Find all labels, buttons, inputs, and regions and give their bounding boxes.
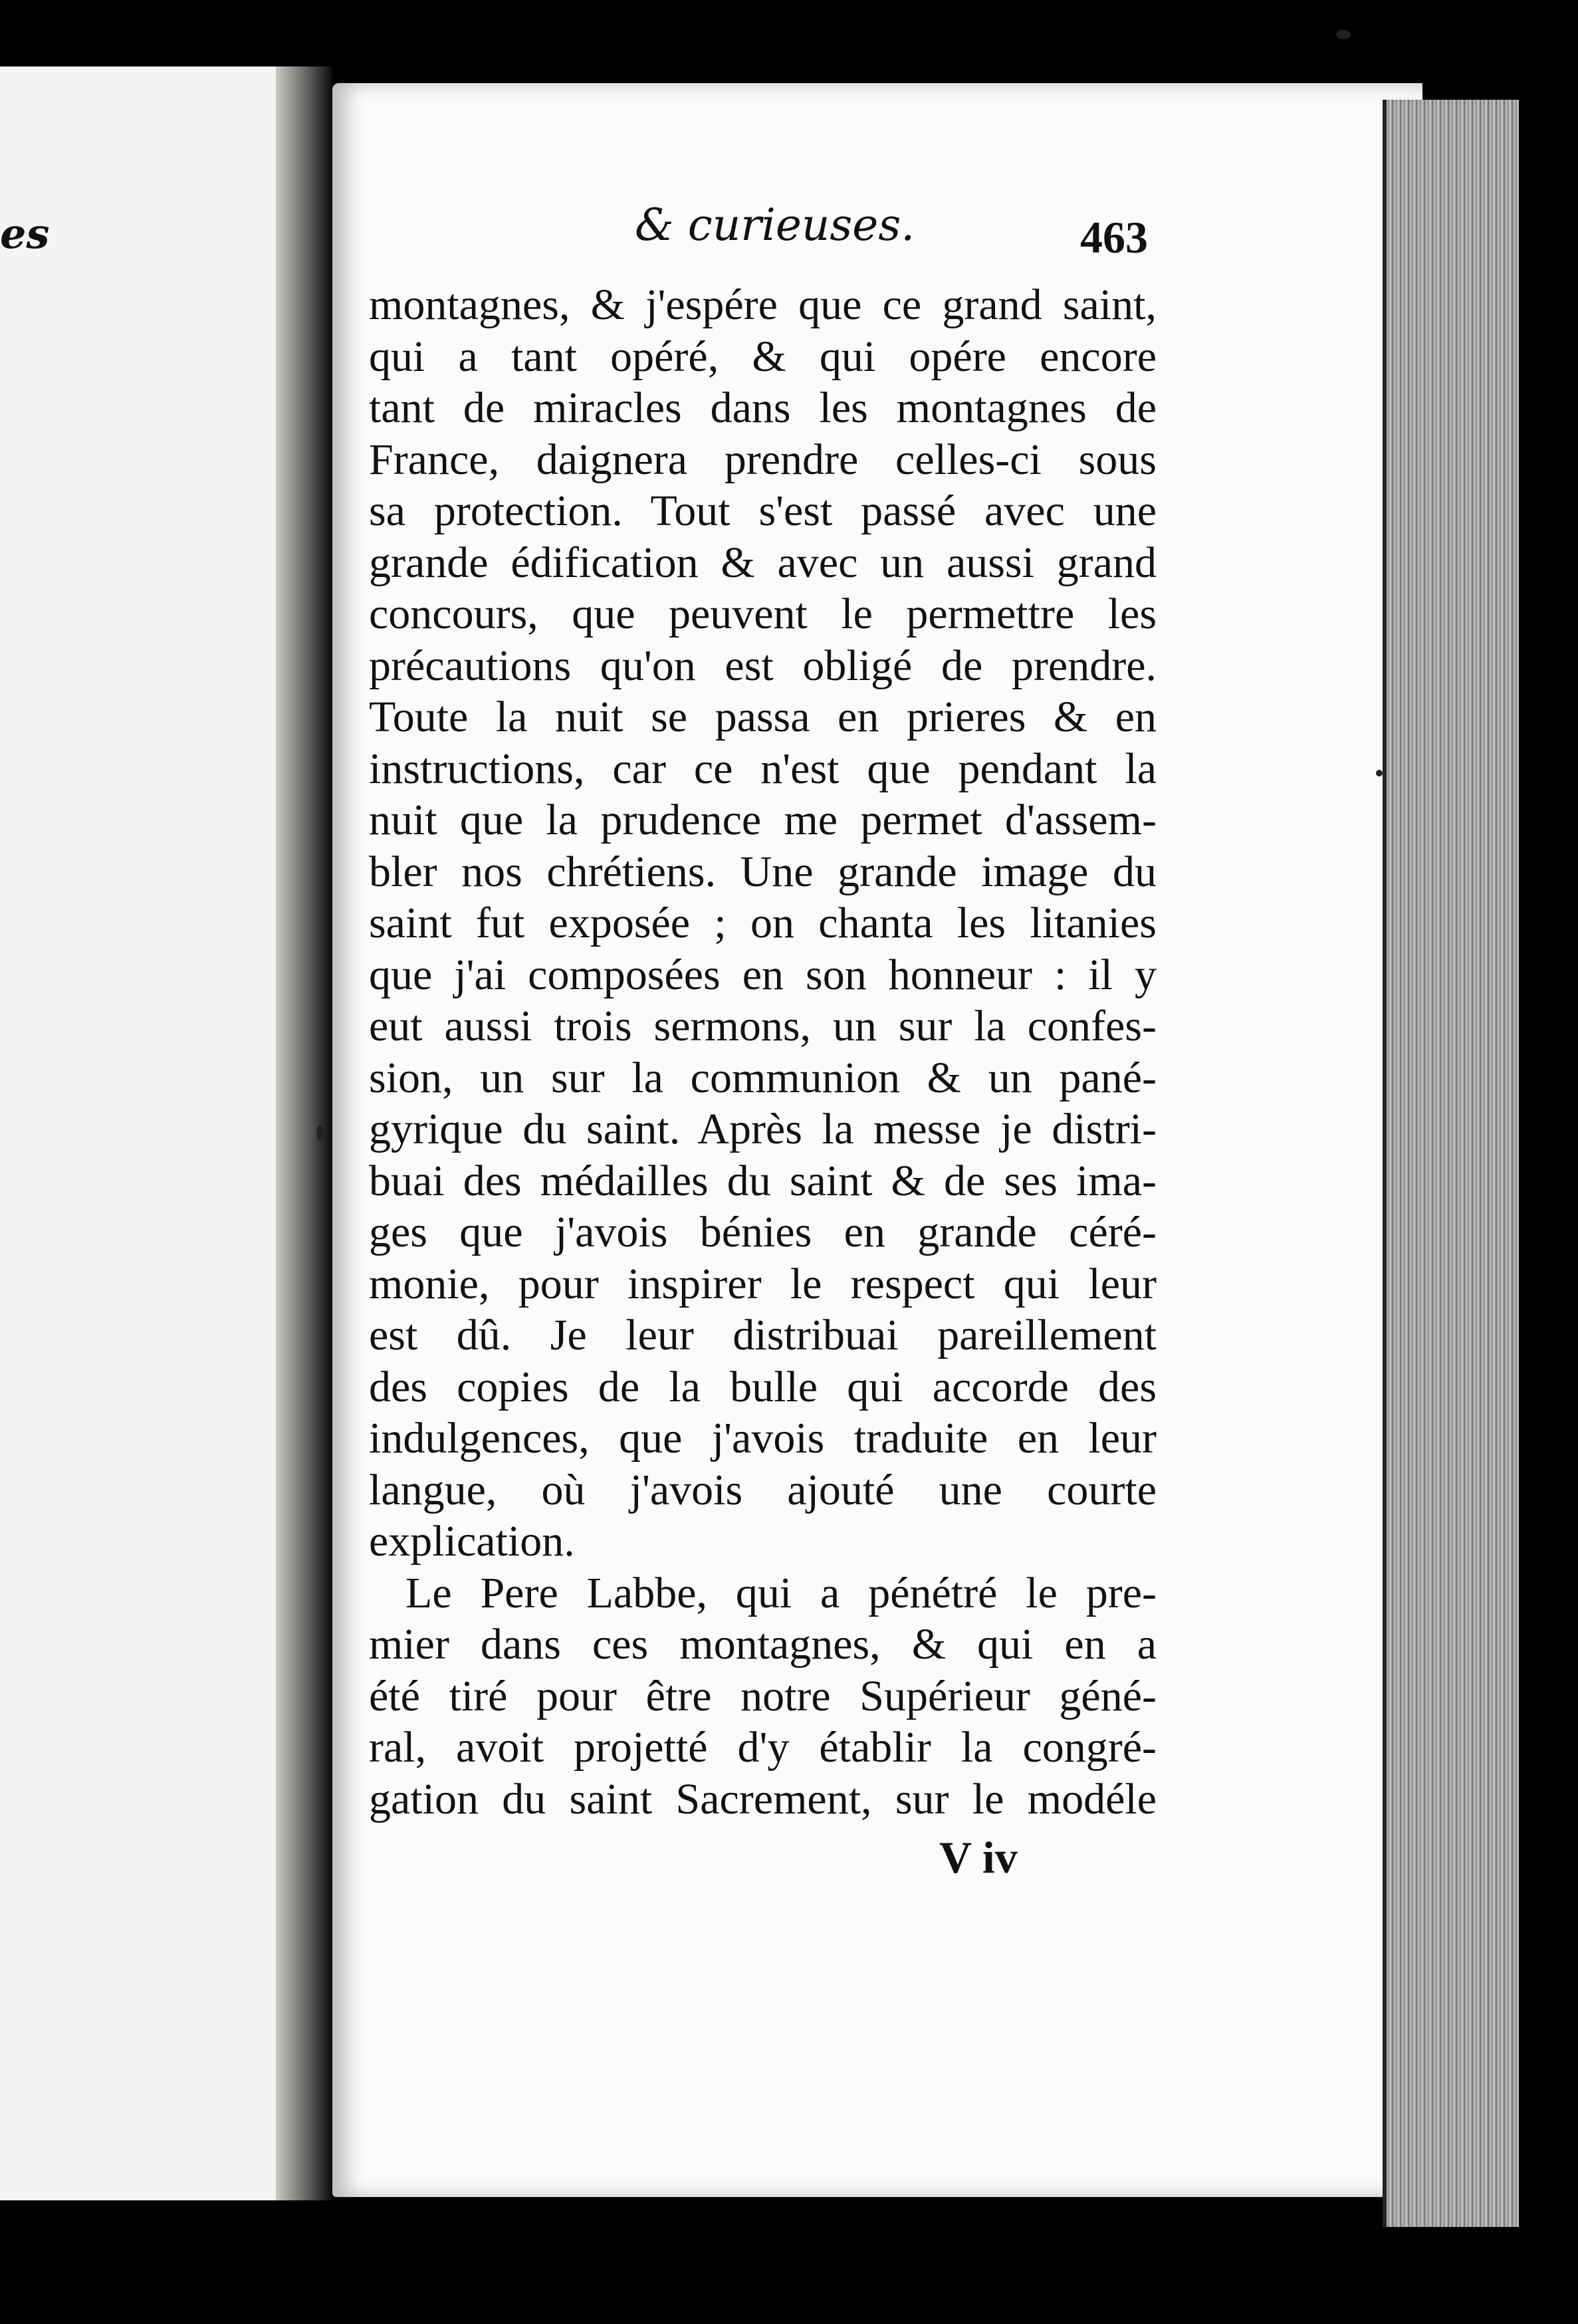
body-text [369, 279, 1157, 1825]
text-line: des copies de la bulle qui accorde des [369, 1362, 1157, 1411]
text-line: buai des médailles du saint & de ses ima- [369, 1156, 1157, 1205]
text-line: est dû. Je leur distribuai pareillement [369, 1311, 1157, 1359]
text-line: qui a tant opéré, & qui opére encore [369, 332, 1157, 381]
text-line: sion, un sur la communion & un pané- [369, 1053, 1157, 1102]
text-line: mier dans ces montagnes, & qui en a [369, 1620, 1157, 1669]
text-line: saint fut exposée ; on chanta les litanies [369, 899, 1157, 947]
text-line: monie, pour inspirer le respect qui leur [369, 1259, 1157, 1308]
text-line: sa protection. Tout s'est passé avec une [369, 487, 1157, 535]
left-running-head: es [0, 209, 50, 258]
edge-shadow [1519, 100, 1578, 2227]
text-line: été tiré pour être notre Supérieur géné- [369, 1671, 1157, 1720]
text-line: explication. [369, 1517, 575, 1566]
text-line: précautions qu'on est obligé de prendre. [369, 641, 1157, 690]
text-line: ges que j'avois bénies en grande céré- [369, 1208, 1157, 1256]
text-line: eut aussi trois sermons, un sur la confes- [369, 1002, 1157, 1050]
text-line: gation du saint Sacrement, sur le modéle [369, 1774, 1157, 1823]
text-line: bler nos chrétiens. Une grande image du [369, 847, 1157, 896]
signature-mark: V iv [939, 1832, 1018, 1883]
speck [1376, 770, 1383, 776]
page-edges [1383, 100, 1523, 2227]
text-line: instructions, car ce n'est que pendant la [369, 744, 1157, 793]
text-line: gyrique du saint. Après la messe je distri- [369, 1105, 1157, 1153]
text-line: Le Pere Labbe, qui a pénétré le pre- [405, 1568, 1157, 1617]
speck [1336, 30, 1351, 39]
running-head: & curieuses. [635, 199, 915, 251]
page-number: 463 [1080, 212, 1148, 263]
text-line: nuit que la prudence me permet d'assem- [369, 796, 1157, 844]
text-line: ral, avoit projetté d'y établir la congré- [369, 1723, 1157, 1772]
text-line: indulgences, que j'avois traduite en leur [369, 1414, 1157, 1462]
text-line: montagnes, & j'espére que ce grand saint, [369, 281, 1157, 329]
text-line: France, daignera prendre celles-ci sous [369, 435, 1157, 484]
text-line: Toute la nuit se passa en prieres & en [369, 693, 1157, 741]
text-line: tant de miracles dans les montagnes de [369, 384, 1157, 432]
text-line: langue, où j'avois ajouté une courte [369, 1465, 1157, 1514]
text-line: grande édification & avec un aussi grand [369, 538, 1157, 587]
left-page [0, 66, 292, 2200]
text-line: que j'ai composées en son honneur : il y [369, 950, 1157, 999]
text-line: concours, que peuvent le permettre les [369, 590, 1157, 638]
speck [316, 1125, 324, 1141]
